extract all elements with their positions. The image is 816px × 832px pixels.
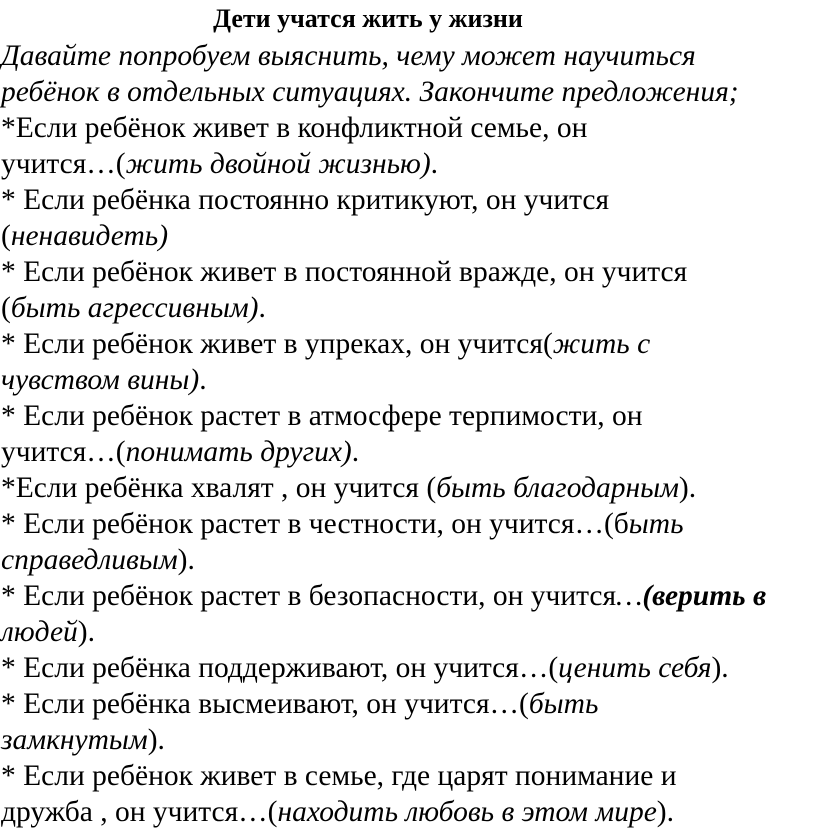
item-1-text: учится…( bbox=[1, 148, 126, 180]
item-4-line-1 bbox=[1, 326, 650, 362]
item-8-answer: людей bbox=[1, 616, 78, 648]
item-11-end: ). bbox=[656, 796, 674, 828]
intro-line-1: Давайте попробуем выяснить, чему может научиться bbox=[1, 40, 696, 72]
item-9-text: * Если ребёнка поддерживают, он учится…( bbox=[1, 652, 559, 684]
item-7-answer-start: ыть bbox=[628, 508, 684, 540]
item-3-line-2 bbox=[1, 290, 266, 326]
item-6-line-1 bbox=[1, 470, 696, 506]
item-6-answer: быть благодарным bbox=[436, 472, 679, 504]
item-11-line-1: * Если ребёнок живет в семье, где царят понимание и bbox=[1, 760, 677, 792]
item-6-end: ). bbox=[678, 472, 697, 504]
item-4-end: . bbox=[199, 364, 207, 396]
item-10-end: ). bbox=[147, 724, 165, 756]
item-8-line-2 bbox=[1, 614, 95, 650]
item-5-text: учится…( bbox=[1, 436, 126, 468]
item-7-line-2 bbox=[1, 542, 195, 578]
item-4-answer: чувством вины) bbox=[1, 364, 200, 396]
page-title: Дети учатся жить у жизни bbox=[213, 4, 523, 33]
item-1-line-1: *Если ребёнок живет в конфликтной семье, он bbox=[1, 112, 588, 144]
item-7-end: ). bbox=[177, 544, 195, 576]
item-11-text: дружба , он учится…( bbox=[1, 796, 278, 828]
item-8-line-1 bbox=[1, 578, 766, 614]
item-6-text: *Если ребёнка хвалят , он учится ( bbox=[1, 472, 437, 504]
item-10-line-1 bbox=[1, 686, 598, 722]
item-4-answer-start: жить с bbox=[552, 328, 651, 360]
item-5-answer: понимать других) bbox=[125, 436, 352, 468]
item-7-text: * Если ребёнок растет в честности, он учится…(б bbox=[1, 508, 629, 540]
item-3-answer: быть агрессивным) bbox=[10, 292, 259, 324]
item-5-line-2 bbox=[1, 434, 359, 470]
item-2-line-1: * Если ребёнка постоянно критикуют, он учится bbox=[1, 184, 610, 216]
item-7-line-1 bbox=[1, 506, 684, 542]
item-2-text: ( bbox=[1, 220, 11, 252]
item-11-answer: находить любовь в этом мире bbox=[277, 796, 657, 828]
item-3-line-1: * Если ребёнок живет в постоянной вражде, он учится bbox=[1, 256, 688, 288]
item-2-line-2 bbox=[1, 218, 168, 254]
item-3-text: ( bbox=[1, 292, 11, 324]
item-3-end: . bbox=[258, 292, 266, 324]
item-1-line-2 bbox=[1, 146, 438, 182]
item-10-answer-start: быть bbox=[528, 688, 599, 720]
item-2-answer: ненавидеть) bbox=[10, 220, 169, 252]
item-10-line-2 bbox=[1, 722, 165, 758]
intro-line-2: ребёнок в отдельных ситуациях. Закончите предложения; bbox=[1, 76, 739, 108]
item-11-line-2 bbox=[1, 794, 674, 830]
item-4-text: * Если ребёнок живет в упреках, он учится( bbox=[1, 328, 553, 360]
item-8-answer-start: (верить в bbox=[642, 580, 767, 612]
item-1-answer: жить двойной жизнью) bbox=[125, 148, 431, 180]
item-9-answer: ценить себя bbox=[558, 652, 712, 684]
item-10-answer: замкнутым bbox=[1, 724, 148, 756]
item-1-end: . bbox=[430, 148, 439, 180]
item-7-answer: справедливым bbox=[1, 544, 178, 576]
item-9-line-1 bbox=[1, 650, 729, 686]
item-4-line-2 bbox=[1, 362, 207, 398]
item-8-ellipsis: … bbox=[616, 580, 643, 612]
item-8-text: * Если ребёнок растет в безопасности, он учится bbox=[1, 580, 617, 612]
item-8-end: ). bbox=[77, 616, 95, 648]
item-9-end: ). bbox=[711, 652, 729, 684]
item-10-text: * Если ребёнка высмеивают, он учится…( bbox=[1, 688, 529, 720]
item-5-end: . bbox=[351, 436, 360, 468]
item-5-line-1: * Если ребёнок растет в атмосфере терпимости, он bbox=[1, 400, 643, 432]
